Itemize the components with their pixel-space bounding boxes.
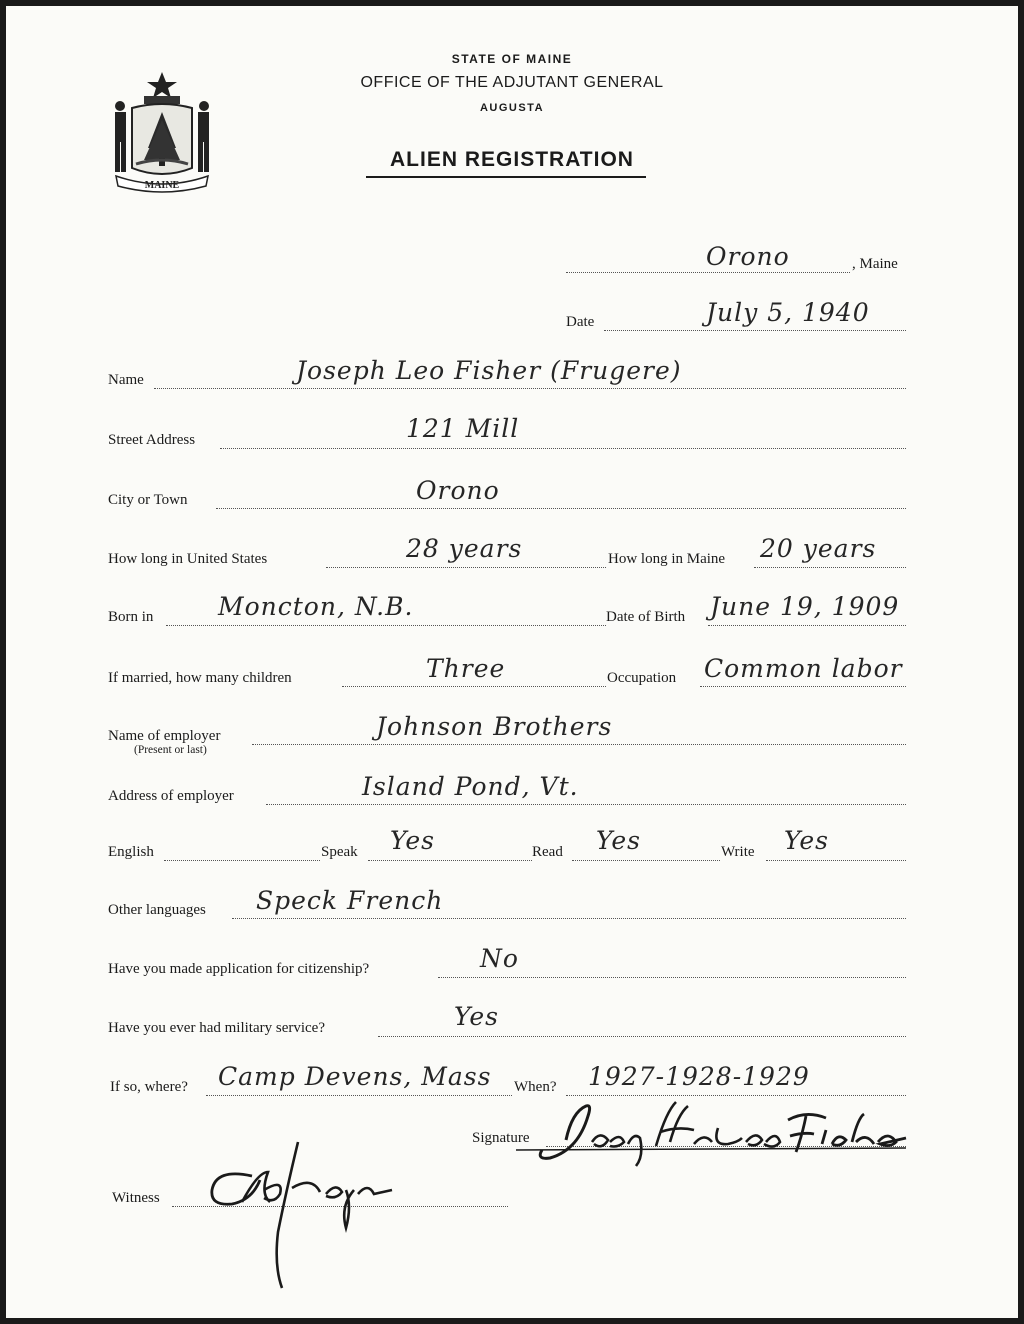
where-value[interactable]: Camp Devens, Mass	[218, 1062, 492, 1091]
date-label: Date	[566, 314, 595, 330]
name-value[interactable]: Joseph Leo Fisher (Frugere)	[296, 356, 682, 385]
where-line	[206, 1095, 512, 1096]
town-line	[566, 272, 850, 273]
witness-label: Witness	[112, 1190, 160, 1206]
street-label: Street Address	[108, 432, 196, 448]
applicant-signature	[506, 1092, 916, 1172]
town-value[interactable]: Orono	[706, 242, 790, 271]
children-value[interactable]: Three	[426, 654, 506, 683]
military-value[interactable]: Yes	[454, 1002, 499, 1031]
form-title: ALIEN REGISTRATION	[390, 148, 634, 171]
write-value[interactable]: Yes	[784, 826, 829, 855]
registration-form	[6, 6, 1018, 1318]
occupation-label: Occupation	[607, 670, 677, 686]
read-label: Read	[532, 844, 563, 860]
speak-label: Speak	[321, 844, 358, 860]
employer-value[interactable]: Johnson Brothers	[376, 712, 613, 741]
employer-line	[252, 744, 906, 745]
street-value[interactable]: 121 Mill	[406, 414, 520, 443]
employer-address-label: Address of employer	[108, 788, 234, 804]
employer-address-value[interactable]: Island Pond, Vt.	[362, 772, 579, 801]
read-line	[572, 860, 720, 861]
english-label: English	[108, 844, 154, 860]
write-line	[766, 860, 906, 861]
maine-label: , Maine	[852, 256, 898, 272]
title-underline	[366, 176, 646, 178]
born-in-line	[166, 625, 606, 626]
signature-label: Signature	[472, 1130, 530, 1146]
other-languages-value[interactable]: Speck French	[256, 886, 444, 915]
occupation-value[interactable]: Common labor	[704, 654, 903, 683]
children-line	[342, 686, 606, 687]
date-line	[604, 330, 906, 331]
dob-label: Date of Birth	[606, 609, 686, 625]
when-label: When?	[514, 1079, 557, 1095]
write-label: Write	[721, 844, 755, 860]
dob-line	[708, 625, 906, 626]
speak-value[interactable]: Yes	[390, 826, 435, 855]
how-long-maine-value[interactable]: 20 years	[760, 534, 877, 563]
how-long-maine-line	[754, 567, 906, 568]
other-languages-line	[232, 918, 906, 919]
name-line	[154, 388, 906, 389]
employer-sublabel: (Present or last)	[134, 744, 207, 756]
name-label: Name	[108, 372, 144, 388]
witness-signature	[202, 1132, 402, 1292]
how-long-maine-label: How long in Maine	[608, 551, 726, 567]
city-value[interactable]: Orono	[416, 476, 500, 505]
city-label: City or Town	[108, 492, 188, 508]
military-label: Have you ever had military service?	[108, 1020, 325, 1036]
when-value[interactable]: 1927-1928-1929	[588, 1062, 810, 1091]
children-label: If married, how many children	[108, 670, 292, 686]
city-heading: AUGUSTA	[479, 102, 545, 114]
dob-value[interactable]: June 19, 1909	[710, 592, 900, 621]
occupation-line	[700, 686, 906, 687]
citizenship-line	[438, 977, 906, 978]
military-line	[378, 1036, 906, 1037]
born-in-value[interactable]: Moncton, N.B.	[218, 592, 414, 621]
employer-label: Name of employer	[108, 728, 221, 744]
city-line	[216, 508, 906, 509]
how-long-us-label: How long in United States	[108, 551, 268, 567]
office-heading: OFFICE OF THE ADJUTANT GENERAL	[360, 74, 664, 91]
street-line	[220, 448, 906, 449]
seal-lettering: MAINE	[144, 180, 180, 191]
other-languages-label: Other languages	[108, 902, 206, 918]
citizenship-label: Have you made application for citizenship?	[108, 961, 370, 977]
born-in-label: Born in	[108, 609, 154, 625]
date-value[interactable]: July 5, 1940	[706, 298, 870, 327]
how-long-us-value[interactable]: 28 years	[406, 534, 523, 563]
speak-line	[368, 860, 532, 861]
english-line	[164, 860, 320, 861]
state-heading: STATE OF MAINE	[451, 52, 573, 66]
read-value[interactable]: Yes	[596, 826, 641, 855]
how-long-us-line	[326, 567, 606, 568]
employer-address-line	[266, 804, 906, 805]
citizenship-value[interactable]: No	[480, 944, 519, 973]
where-label: If so, where?	[110, 1079, 188, 1095]
